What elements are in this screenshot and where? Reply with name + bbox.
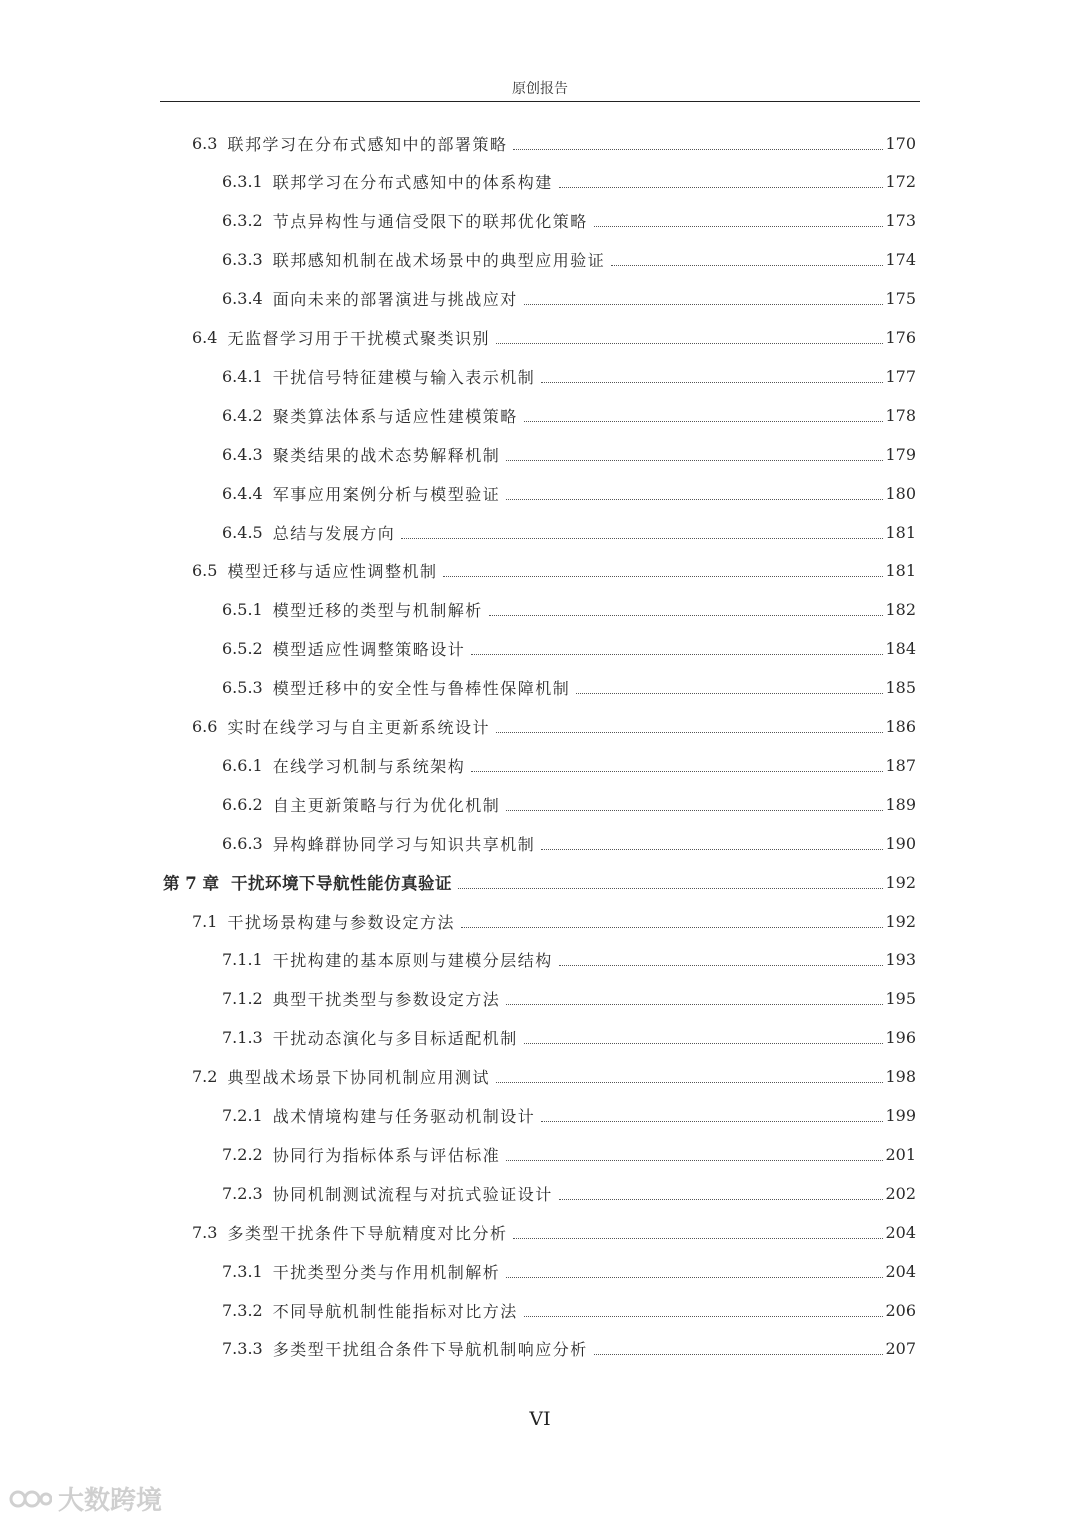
toc-entry-title: 协同机制测试流程与对抗式验证设计	[272, 1184, 553, 1204]
toc-entry-title: 模型迁移的类型与机制解析	[272, 601, 483, 621]
toc-entry-number: 6.4.2	[222, 405, 263, 425]
header-divider	[160, 101, 920, 102]
toc-entry-number: 6.5.1	[222, 600, 263, 620]
toc-entry-title: 干扰构建的基本原则与建模分层结构	[272, 951, 553, 971]
toc-entry-number: 6.3.2	[222, 211, 263, 231]
toc-entry-page: 170	[885, 133, 916, 153]
toc-entry-page: 202	[885, 1183, 916, 1203]
toc-entry-title: 干扰类型分类与作用机制解析	[272, 1262, 501, 1282]
toc-entry-number: 6.6.2	[222, 794, 263, 814]
toc-entry[interactable]	[192, 552, 916, 590]
toc-entry-number: 6.3.1	[222, 172, 263, 192]
toc-entry-number: 7.3.2	[222, 1300, 263, 1320]
toc-dot-leader	[506, 1004, 883, 1005]
toc-entry[interactable]	[222, 824, 916, 862]
toc-entry[interactable]	[222, 941, 916, 979]
toc-entry-page: 181	[885, 522, 916, 542]
toc-dot-leader	[461, 927, 883, 928]
toc-entry-number: 6.6.1	[222, 755, 263, 775]
toc-entry[interactable]	[222, 980, 916, 1018]
toc-entry-number: 7.1	[192, 911, 218, 931]
toc-entry-number: 7.2.1	[222, 1106, 263, 1125]
toc-dot-leader	[471, 654, 883, 655]
toc-dot-leader	[458, 888, 883, 889]
toc-entry[interactable]	[192, 124, 916, 162]
toc-entry[interactable]	[222, 280, 916, 318]
toc-entry[interactable]	[192, 1058, 916, 1096]
toc-entry-title: 多类型干扰条件下导航精度对比分析	[227, 1223, 508, 1243]
toc-entry[interactable]	[222, 1330, 916, 1368]
toc-entry[interactable]	[222, 357, 916, 395]
toc-dot-leader	[513, 149, 883, 150]
toc-entry-title: 实时在线学习与自主更新系统设计	[227, 718, 490, 737]
brand-logo-icon	[8, 1481, 52, 1515]
toc-dot-leader	[541, 1121, 883, 1122]
toc-entry[interactable]	[222, 1135, 916, 1173]
toc-entry[interactable]	[222, 396, 916, 434]
toc-entry-number: 6.5.3	[222, 678, 263, 698]
toc-dot-leader	[506, 460, 883, 461]
toc-entry[interactable]	[222, 1019, 916, 1057]
toc-entry-title: 聚类算法体系与适应性建模策略	[272, 406, 518, 426]
page-header: 原创报告	[512, 81, 568, 97]
toc-entry-page: 198	[885, 1067, 916, 1087]
toc-dot-leader	[524, 421, 884, 422]
toc-entry-title: 多类型干扰组合条件下导航机制响应分析	[272, 1340, 588, 1360]
toc-entry[interactable]	[222, 1291, 916, 1329]
toc-entry-title: 在线学习机制与系统架构	[272, 756, 466, 776]
toc-entry-number: 6.4	[192, 328, 218, 347]
toc-dot-leader	[611, 265, 883, 266]
toc-dot-leader	[471, 771, 883, 772]
toc-entry-title: 联邦感知机制在战术场景中的典型应用验证	[272, 251, 606, 271]
toc-entry[interactable]	[222, 513, 916, 551]
toc-entry[interactable]	[222, 785, 916, 823]
toc-entry-page: 177	[885, 366, 916, 386]
toc-dot-leader	[513, 1238, 883, 1239]
toc-dot-leader	[524, 304, 884, 305]
toc-entry-number: 7.3.1	[222, 1261, 263, 1281]
toc-dot-leader	[524, 1043, 884, 1044]
toc-dot-leader	[576, 693, 883, 694]
toc-entry-page: 184	[885, 639, 916, 659]
toc-entry-title: 联邦学习在分布式感知中的体系构建	[272, 173, 553, 193]
toc-entry-number: 6.4.4	[222, 483, 263, 503]
toc-entry-number: 7.3.3	[222, 1339, 263, 1359]
toc-dot-leader	[541, 382, 883, 383]
toc-entry[interactable]	[192, 1213, 916, 1251]
toc-entry-title: 节点异构性与通信受限下的联邦优化策略	[272, 212, 588, 232]
toc-entry-page: 192	[885, 872, 916, 892]
toc-entry-title: 干扰场景构建与参数设定方法	[227, 912, 455, 932]
toc-entry-number: 6.4.5	[222, 522, 263, 542]
toc-entry[interactable]	[222, 1252, 916, 1290]
toc-dot-leader	[524, 1316, 884, 1317]
toc-entry[interactable]	[222, 202, 916, 240]
toc-entry-page: 189	[885, 794, 916, 814]
toc-entry-title: 典型干扰类型与参数设定方法	[272, 990, 501, 1010]
toc-entry[interactable]	[163, 863, 916, 901]
toc-dot-leader	[401, 538, 883, 539]
toc-dot-leader	[506, 810, 883, 811]
toc-entry[interactable]	[222, 669, 916, 707]
toc-entry-page: 204	[885, 1222, 916, 1242]
toc-entry-number: 6.3.3	[222, 250, 263, 270]
toc-entry-title: 干扰环境下导航性能仿真验证	[230, 874, 452, 894]
toc-dot-leader	[506, 1277, 883, 1278]
toc-entry[interactable]	[222, 474, 916, 512]
toc-entry-number: 7.2.2	[222, 1144, 263, 1164]
toc-entry-page: 174	[885, 250, 916, 270]
toc-entry-page: 196	[885, 1028, 916, 1048]
watermark	[8, 1478, 162, 1518]
toc-dot-leader	[496, 343, 883, 344]
toc-entry-title: 模型迁移与适应性调整机制	[227, 562, 438, 582]
toc-entry-page: 201	[885, 1144, 916, 1164]
toc-dot-leader	[496, 1082, 883, 1083]
toc-entry-page: 180	[885, 483, 916, 503]
toc-dot-leader	[559, 965, 884, 966]
toc-entry-page: 178	[885, 405, 916, 425]
toc-entry-title: 干扰动态演化与多目标适配机制	[272, 1029, 518, 1049]
toc-entry[interactable]	[222, 435, 916, 473]
toc-entry[interactable]	[222, 1174, 916, 1212]
toc-entry-number: 6.6.3	[222, 833, 263, 853]
toc-entry-title: 模型迁移中的安全性与鲁棒性保障机制	[272, 679, 571, 699]
toc-entry-page: 186	[885, 717, 916, 736]
toc-entry-number: 6.4.3	[222, 444, 263, 464]
toc-entry-title: 聚类结果的战术态势解释机制	[272, 445, 501, 465]
toc-entry[interactable]	[222, 163, 916, 201]
toc-entry-number: 6.5.2	[222, 639, 263, 659]
toc-entry[interactable]	[222, 746, 916, 784]
toc-entry-page: 204	[885, 1261, 916, 1281]
toc-entry-title: 干扰信号特征建模与输入表示机制	[272, 367, 536, 387]
toc-entry-number: 7.3	[192, 1222, 218, 1242]
toc-entry-number: 7.2.3	[222, 1183, 263, 1203]
toc-entry-page: 187	[885, 755, 916, 775]
toc-entry-number: 6.3	[192, 133, 218, 153]
toc-entry-number: 6.6	[192, 717, 218, 736]
toc-entry-title: 异构蜂群协同学习与知识共享机制	[272, 834, 536, 854]
toc-entry-title: 军事应用案例分析与模型验证	[272, 484, 501, 504]
toc-entry-number: 7.2	[192, 1067, 218, 1087]
toc-dot-leader	[559, 187, 884, 188]
toc-dot-leader	[594, 1354, 884, 1355]
toc-entry-title: 模型适应性调整策略设计	[272, 640, 466, 660]
toc-entry-page: 181	[885, 561, 916, 581]
toc-entry[interactable]	[222, 630, 916, 668]
toc-entry[interactable]	[192, 902, 916, 940]
toc-entry-title: 战术情境构建与任务驱动机制设计	[272, 1107, 536, 1126]
toc-entry-title: 无监督学习用于干扰模式聚类识别	[227, 329, 490, 348]
page-number: VI	[529, 1408, 551, 1430]
toc-dot-leader	[559, 1199, 884, 1200]
toc-entry-page: 185	[885, 678, 916, 698]
toc-entry-page: 190	[885, 833, 916, 853]
toc-dot-leader	[489, 615, 884, 616]
toc-entry-title: 面向未来的部署演进与挑战应对	[272, 290, 518, 310]
toc-entry-title: 协同行为指标体系与评估标准	[272, 1145, 501, 1165]
toc-dot-leader	[506, 499, 883, 500]
toc-dot-leader	[443, 576, 883, 577]
toc-dot-leader	[496, 732, 883, 733]
toc-entry-page: 176	[885, 328, 916, 347]
toc-entry-page: 172	[885, 172, 916, 192]
toc-entry-page: 192	[885, 911, 916, 931]
toc-dot-leader	[541, 849, 883, 850]
toc-entry-page: 199	[885, 1106, 916, 1125]
toc-entry-title: 典型战术场景下协同机制应用测试	[227, 1068, 490, 1088]
toc-entry-page: 195	[885, 989, 916, 1009]
toc-entry[interactable]	[222, 241, 916, 279]
toc-entry-page: 179	[885, 444, 916, 464]
toc-entry-page: 207	[885, 1339, 916, 1359]
toc-entry-page: 193	[885, 950, 916, 970]
toc-entry[interactable]	[192, 319, 916, 357]
toc-entry-number: 第 7 章	[163, 874, 219, 894]
toc-entry-number: 7.1.3	[222, 1028, 263, 1048]
toc-dot-leader	[506, 1160, 883, 1161]
toc-entry-number: 6.5	[192, 561, 218, 581]
toc-dot-leader	[594, 226, 884, 227]
toc-entry-number: 6.4.1	[222, 366, 263, 386]
toc-entry-number: 6.3.4	[222, 289, 263, 309]
toc-entry-title: 联邦学习在分布式感知中的部署策略	[227, 134, 508, 154]
toc-entry[interactable]	[222, 1097, 916, 1135]
toc-entry-title: 自主更新策略与行为优化机制	[272, 795, 501, 815]
toc-entry-page: 173	[885, 211, 916, 231]
toc-entry-number: 7.1.2	[222, 989, 263, 1009]
toc-entry[interactable]	[192, 708, 916, 746]
watermark-brand: 大数跨境	[58, 1485, 163, 1516]
toc-entry-page: 182	[885, 600, 916, 620]
toc-entry-title: 不同导航机制性能指标对比方法	[272, 1301, 518, 1321]
toc-entry-title: 总结与发展方向	[272, 523, 396, 543]
toc-entry-number: 7.1.1	[222, 950, 263, 970]
toc-entry-page: 206	[885, 1300, 916, 1320]
toc-entry[interactable]	[222, 591, 916, 629]
toc-entry-page: 175	[885, 289, 916, 309]
